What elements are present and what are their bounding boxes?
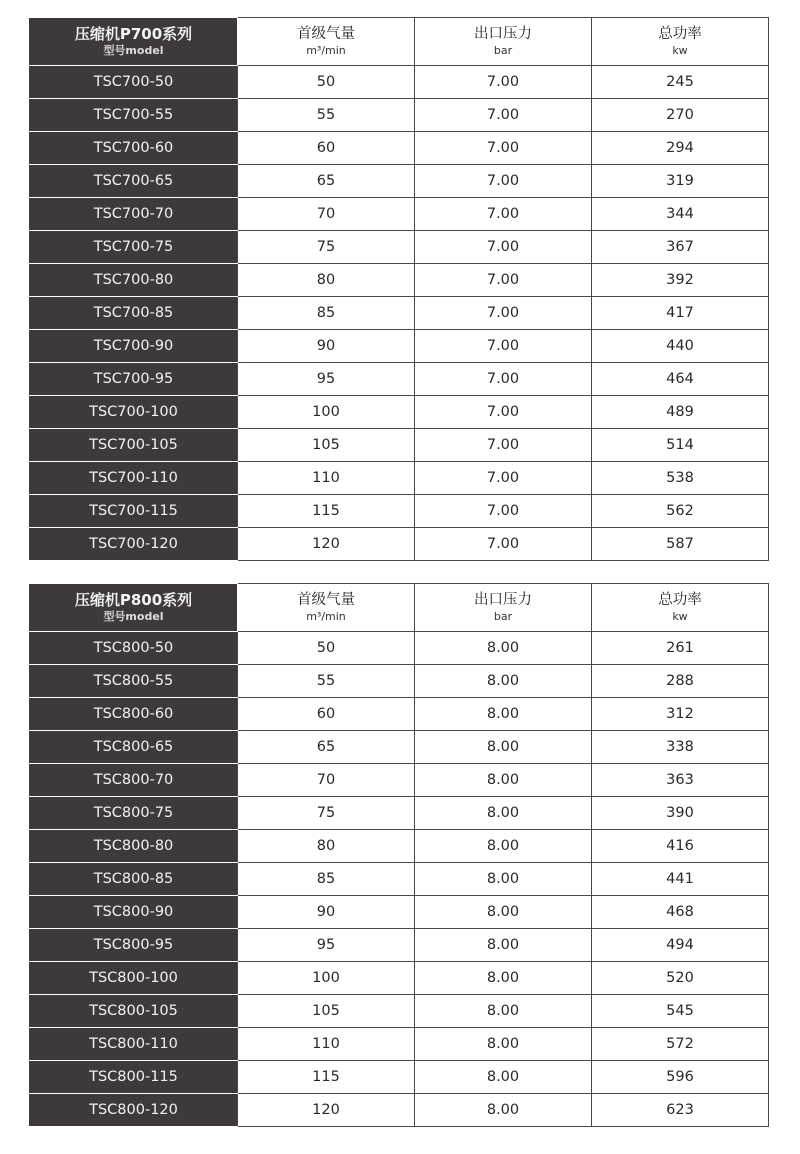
model-name-cell: TSC700-105 — [30, 429, 238, 462]
total-power-cell: 489 — [592, 396, 769, 429]
table-row — [30, 797, 769, 830]
model-name-cell: TSC700-80 — [30, 264, 238, 297]
model-name-cell: TSC800-70 — [30, 764, 238, 797]
air-flow-cell: 90 — [238, 330, 415, 363]
air-flow-cell: 110 — [238, 462, 415, 495]
air-flow-cell: 60 — [238, 698, 415, 731]
outlet-pressure-cell: 7.00 — [415, 66, 592, 99]
column-name: 出口压力 — [474, 592, 532, 608]
model-name-cell: TSC700-100 — [30, 396, 238, 429]
table-row — [30, 396, 769, 429]
outlet-pressure-cell: 8.00 — [415, 1061, 592, 1094]
total-power-header — [592, 584, 769, 632]
air-flow-cell: 100 — [238, 396, 415, 429]
total-power-cell: 464 — [592, 363, 769, 396]
total-power-cell: 288 — [592, 665, 769, 698]
table-row — [30, 330, 769, 363]
air-flow-cell: 70 — [238, 764, 415, 797]
air-flow-cell: 115 — [238, 495, 415, 528]
outlet-pressure-cell: 8.00 — [415, 830, 592, 863]
total-power-cell: 562 — [592, 495, 769, 528]
total-power-cell: 338 — [592, 731, 769, 764]
model-name-cell: TSC700-50 — [30, 66, 238, 99]
air-flow-cell: 100 — [238, 962, 415, 995]
total-power-header — [592, 18, 769, 66]
model-name-cell: TSC800-115 — [30, 1061, 238, 1094]
model-name-cell: TSC700-65 — [30, 165, 238, 198]
air-flow-cell: 65 — [238, 165, 415, 198]
series-title: 压缩机P800系列 — [74, 591, 193, 609]
model-name-cell: TSC700-85 — [30, 297, 238, 330]
air-flow-cell: 50 — [238, 66, 415, 99]
total-power-cell: 572 — [592, 1028, 769, 1061]
table-body — [30, 66, 769, 561]
outlet-pressure-cell: 8.00 — [415, 995, 592, 1028]
model-name-cell: TSC700-90 — [30, 330, 238, 363]
table-row — [30, 863, 769, 896]
air-flow-cell: 115 — [238, 1061, 415, 1094]
model-label: 型号model — [103, 44, 164, 57]
table-row — [30, 264, 769, 297]
total-power-cell: 596 — [592, 1061, 769, 1094]
table-row — [30, 297, 769, 330]
total-power-cell: 441 — [592, 863, 769, 896]
total-power-cell: 367 — [592, 231, 769, 264]
table-row — [30, 429, 769, 462]
outlet-pressure-cell: 8.00 — [415, 698, 592, 731]
column-unit: m³/min — [306, 610, 346, 623]
model-name-cell: TSC800-80 — [30, 830, 238, 863]
outlet-pressure-cell: 7.00 — [415, 330, 592, 363]
column-name: 首级气量 — [297, 26, 355, 42]
p800-spec-table — [29, 583, 769, 1127]
model-name-cell: TSC800-55 — [30, 665, 238, 698]
air-flow-cell: 80 — [238, 264, 415, 297]
air-flow-cell: 50 — [238, 632, 415, 665]
table-row — [30, 632, 769, 665]
series-title-cell — [30, 584, 238, 632]
outlet-pressure-cell: 7.00 — [415, 396, 592, 429]
table-row — [30, 528, 769, 561]
column-name: 总功率 — [658, 26, 702, 42]
model-name-cell: TSC800-85 — [30, 863, 238, 896]
column-unit: m³/min — [306, 44, 346, 57]
table-body — [30, 632, 769, 1127]
total-power-cell: 494 — [592, 929, 769, 962]
total-power-cell: 344 — [592, 198, 769, 231]
model-name-cell: TSC800-100 — [30, 962, 238, 995]
air-flow-cell: 60 — [238, 132, 415, 165]
column-name: 总功率 — [658, 592, 702, 608]
air-flow-cell: 65 — [238, 731, 415, 764]
column-unit: kw — [672, 44, 688, 57]
total-power-cell: 245 — [592, 66, 769, 99]
total-power-cell: 416 — [592, 830, 769, 863]
model-name-cell: TSC700-115 — [30, 495, 238, 528]
model-name-cell: TSC700-60 — [30, 132, 238, 165]
total-power-cell: 294 — [592, 132, 769, 165]
air-flow-cell: 105 — [238, 995, 415, 1028]
series-title: 压缩机P700系列 — [74, 25, 193, 43]
model-name-cell: TSC800-105 — [30, 995, 238, 1028]
outlet-pressure-cell: 8.00 — [415, 632, 592, 665]
table-row — [30, 1028, 769, 1061]
outlet-pressure-cell: 7.00 — [415, 495, 592, 528]
total-power-cell: 312 — [592, 698, 769, 731]
table-row — [30, 231, 769, 264]
total-power-cell: 319 — [592, 165, 769, 198]
outlet-pressure-cell: 7.00 — [415, 429, 592, 462]
model-name-cell: TSC800-75 — [30, 797, 238, 830]
air-flow-cell: 55 — [238, 99, 415, 132]
table-row — [30, 363, 769, 396]
outlet-pressure-cell: 7.00 — [415, 297, 592, 330]
air-flow-cell: 105 — [238, 429, 415, 462]
table-row — [30, 764, 769, 797]
outlet-pressure-cell: 8.00 — [415, 797, 592, 830]
table-row — [30, 929, 769, 962]
model-name-cell: TSC700-55 — [30, 99, 238, 132]
total-power-cell: 514 — [592, 429, 769, 462]
table-header-row — [30, 18, 769, 66]
column-name: 出口压力 — [474, 26, 532, 42]
model-name-cell: TSC800-120 — [30, 1094, 238, 1127]
total-power-cell: 538 — [592, 462, 769, 495]
air-flow-cell: 95 — [238, 363, 415, 396]
table-row — [30, 962, 769, 995]
air-flow-cell: 55 — [238, 665, 415, 698]
outlet-pressure-cell: 7.00 — [415, 165, 592, 198]
outlet-pressure-cell: 8.00 — [415, 1028, 592, 1061]
column-unit: kw — [672, 610, 688, 623]
table-header-row — [30, 584, 769, 632]
series-title-cell — [30, 18, 238, 66]
model-name-cell: TSC800-110 — [30, 1028, 238, 1061]
air-flow-cell: 80 — [238, 830, 415, 863]
total-power-cell: 520 — [592, 962, 769, 995]
model-name-cell: TSC700-120 — [30, 528, 238, 561]
air-flow-header — [238, 18, 415, 66]
table-row — [30, 995, 769, 1028]
outlet-pressure-cell: 7.00 — [415, 264, 592, 297]
total-power-cell: 468 — [592, 896, 769, 929]
air-flow-cell: 75 — [238, 797, 415, 830]
air-flow-cell: 85 — [238, 863, 415, 896]
table-row — [30, 66, 769, 99]
column-unit: bar — [493, 44, 513, 57]
table-row — [30, 198, 769, 231]
total-power-cell: 545 — [592, 995, 769, 1028]
outlet-pressure-cell: 8.00 — [415, 929, 592, 962]
total-power-cell: 392 — [592, 264, 769, 297]
outlet-pressure-cell: 8.00 — [415, 665, 592, 698]
total-power-cell: 390 — [592, 797, 769, 830]
outlet-pressure-cell: 8.00 — [415, 863, 592, 896]
air-flow-header — [238, 584, 415, 632]
table-row — [30, 495, 769, 528]
p700-spec-table — [29, 17, 769, 561]
table-row — [30, 896, 769, 929]
total-power-cell: 587 — [592, 528, 769, 561]
outlet-pressure-header — [415, 18, 592, 66]
air-flow-cell: 120 — [238, 528, 415, 561]
model-name-cell: TSC800-95 — [30, 929, 238, 962]
outlet-pressure-cell: 7.00 — [415, 198, 592, 231]
air-flow-cell: 110 — [238, 1028, 415, 1061]
table-row — [30, 1094, 769, 1127]
outlet-pressure-cell: 8.00 — [415, 896, 592, 929]
outlet-pressure-cell: 8.00 — [415, 962, 592, 995]
air-flow-cell: 120 — [238, 1094, 415, 1127]
column-name: 首级气量 — [297, 592, 355, 608]
table-row — [30, 830, 769, 863]
total-power-cell: 270 — [592, 99, 769, 132]
total-power-cell: 623 — [592, 1094, 769, 1127]
model-name-cell: TSC700-95 — [30, 363, 238, 396]
outlet-pressure-cell: 8.00 — [415, 1094, 592, 1127]
outlet-pressure-header — [415, 584, 592, 632]
air-flow-cell: 95 — [238, 929, 415, 962]
total-power-cell: 363 — [592, 764, 769, 797]
table-row — [30, 165, 769, 198]
air-flow-cell: 85 — [238, 297, 415, 330]
table-row — [30, 132, 769, 165]
model-name-cell: TSC700-70 — [30, 198, 238, 231]
table-row — [30, 99, 769, 132]
table-row — [30, 1061, 769, 1094]
outlet-pressure-cell: 7.00 — [415, 363, 592, 396]
air-flow-cell: 75 — [238, 231, 415, 264]
total-power-cell: 440 — [592, 330, 769, 363]
table-row — [30, 665, 769, 698]
outlet-pressure-cell: 7.00 — [415, 231, 592, 264]
air-flow-cell: 90 — [238, 896, 415, 929]
total-power-cell: 417 — [592, 297, 769, 330]
outlet-pressure-cell: 7.00 — [415, 132, 592, 165]
table-row — [30, 731, 769, 764]
model-name-cell: TSC800-60 — [30, 698, 238, 731]
air-flow-cell: 70 — [238, 198, 415, 231]
table-row — [30, 462, 769, 495]
model-name-cell: TSC800-65 — [30, 731, 238, 764]
outlet-pressure-cell: 7.00 — [415, 462, 592, 495]
model-name-cell: TSC700-110 — [30, 462, 238, 495]
outlet-pressure-cell: 7.00 — [415, 99, 592, 132]
model-label: 型号model — [103, 610, 164, 623]
model-name-cell: TSC700-75 — [30, 231, 238, 264]
column-unit: bar — [493, 610, 513, 623]
total-power-cell: 261 — [592, 632, 769, 665]
outlet-pressure-cell: 8.00 — [415, 764, 592, 797]
outlet-pressure-cell: 8.00 — [415, 731, 592, 764]
outlet-pressure-cell: 7.00 — [415, 528, 592, 561]
model-name-cell: TSC800-50 — [30, 632, 238, 665]
table-row — [30, 698, 769, 731]
model-name-cell: TSC800-90 — [30, 896, 238, 929]
